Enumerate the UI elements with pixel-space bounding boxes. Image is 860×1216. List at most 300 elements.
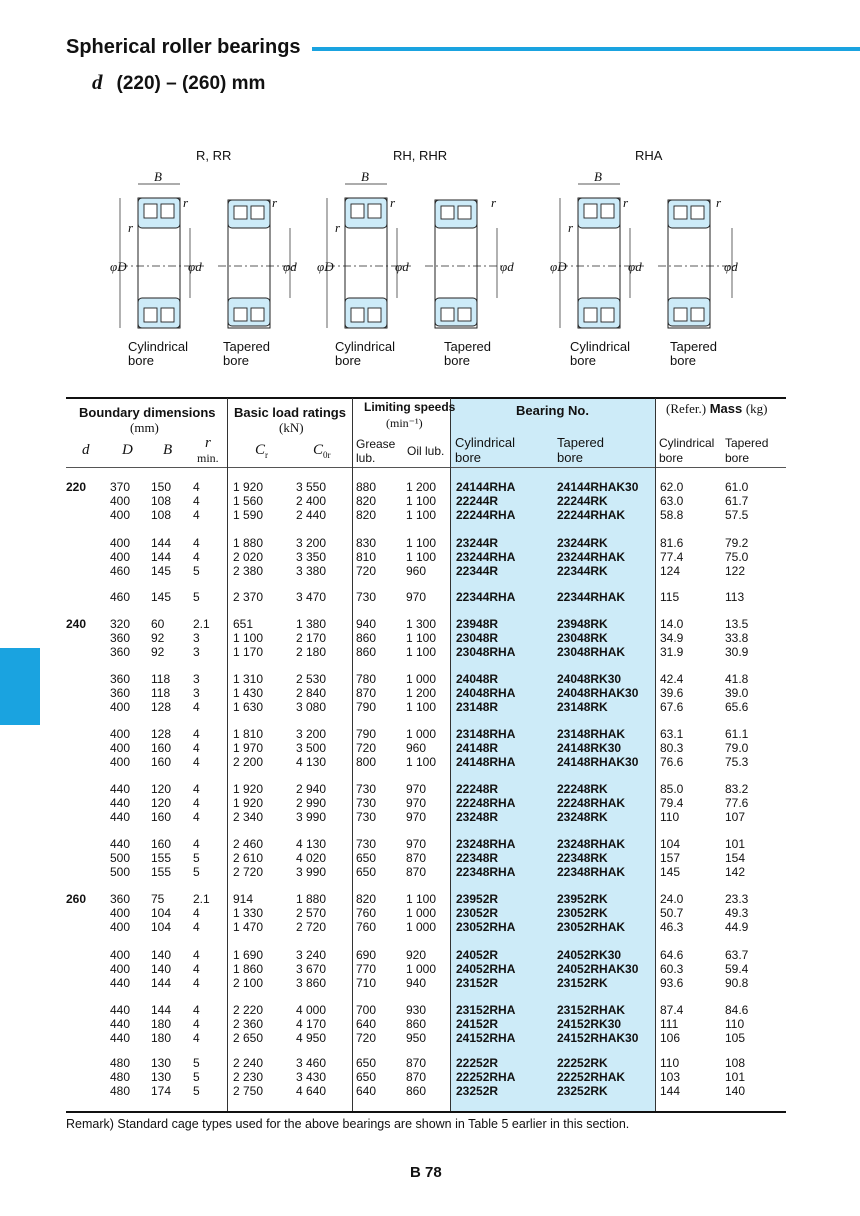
cell-grease-speed: 730 <box>356 782 377 796</box>
cell-c0r: 3 670 <box>296 962 327 976</box>
cell-cr: 1 970 <box>233 741 264 755</box>
cell-r-min: 3 <box>193 631 200 645</box>
cell-bearing-cylindrical: 23052RHA <box>456 920 516 934</box>
subtitle-variable: d <box>92 70 103 94</box>
cell-mass-tapered: 79.2 <box>725 536 749 550</box>
cell-cr: 1 590 <box>233 508 264 522</box>
cell-cr: 2 240 <box>233 1056 264 1070</box>
cell-bearing-cylindrical: 23252R <box>456 1084 499 1098</box>
cell-mass-tapered: 44.9 <box>725 920 749 934</box>
bore-label-cylindrical: Cylindrical bore <box>570 339 630 368</box>
symbol-r: r <box>335 220 341 235</box>
cell-grease-speed: 780 <box>356 672 377 686</box>
cell-oil-speed: 960 <box>406 741 427 755</box>
cell-D: 500 <box>110 865 131 879</box>
cell-D: 360 <box>110 672 131 686</box>
cell-B: 144 <box>151 550 172 564</box>
header-boundary-unit: (mm) <box>130 420 159 435</box>
table-row <box>0 755 860 769</box>
cell-bearing-tapered: 24052RHAK30 <box>557 962 639 976</box>
cell-c0r: 3 860 <box>296 976 327 990</box>
table-row <box>0 700 860 714</box>
cell-bearing-tapered: 23248RK <box>557 810 608 824</box>
cell-grease-speed: 690 <box>356 948 377 962</box>
cell-oil-speed: 1 200 <box>406 686 437 700</box>
cell-grease-speed: 730 <box>356 796 377 810</box>
cell-mass-cylindrical: 60.3 <box>660 962 684 976</box>
symbol-phi-D: φD <box>317 259 334 274</box>
cell-B: 180 <box>151 1017 172 1031</box>
cell-bearing-cylindrical: 24152R <box>456 1017 499 1031</box>
cell-d: 220 <box>66 480 87 494</box>
cell-mass-tapered: 122 <box>725 564 746 578</box>
cell-grease-speed: 860 <box>356 645 377 659</box>
cell-B: 130 <box>151 1070 172 1084</box>
bore-label-cylindrical: Cylindrical bore <box>335 339 395 368</box>
cell-mass-cylindrical: 76.6 <box>660 755 684 769</box>
table-row <box>0 837 860 851</box>
cell-mass-tapered: 105 <box>725 1031 746 1045</box>
cell-r-min: 4 <box>193 810 200 824</box>
cell-c0r: 2 180 <box>296 645 327 659</box>
table-row <box>0 741 860 755</box>
bore-label-tapered: Tapered bore <box>670 339 717 368</box>
table-row <box>0 892 860 906</box>
cell-oil-speed: 1 100 <box>406 494 437 508</box>
cell-bearing-cylindrical: 23052R <box>456 906 499 920</box>
cell-D: 440 <box>110 796 131 810</box>
table-row <box>0 727 860 741</box>
cell-bearing-cylindrical: 24052R <box>456 948 499 962</box>
cell-mass-cylindrical: 110 <box>660 810 680 824</box>
cell-bearing-cylindrical: 22344RHA <box>456 590 516 604</box>
cell-r-min: 4 <box>193 727 200 741</box>
cell-bearing-tapered: 23148RHAK <box>557 727 626 741</box>
cell-cr: 1 100 <box>233 631 264 645</box>
cell-B: 145 <box>151 590 172 604</box>
cell-B: 160 <box>151 837 172 851</box>
cell-bearing-tapered: 23152RHAK <box>557 1003 626 1017</box>
cell-B: 130 <box>151 1056 172 1070</box>
cell-D: 360 <box>110 631 131 645</box>
cell-D: 400 <box>110 550 131 564</box>
table-row <box>0 906 860 920</box>
cell-grease-speed: 700 <box>356 1003 377 1017</box>
cell-mass-cylindrical: 62.0 <box>660 480 684 494</box>
cell-D: 400 <box>110 962 131 976</box>
cell-D: 440 <box>110 837 131 851</box>
cell-c0r: 3 990 <box>296 865 327 879</box>
table-bottom-rule <box>66 1111 786 1113</box>
table-row <box>0 1017 860 1031</box>
cell-bearing-cylindrical: 23148RHA <box>456 727 516 741</box>
cell-mass-tapered: 63.7 <box>725 948 749 962</box>
cell-mass-tapered: 13.5 <box>725 617 749 631</box>
col-header-D: D <box>122 442 133 458</box>
symbol-phi-d: φd <box>724 259 738 274</box>
cell-r-min: 4 <box>193 796 200 810</box>
cell-B: 75 <box>151 892 165 906</box>
cell-oil-speed: 1 100 <box>406 755 437 769</box>
cell-oil-speed: 970 <box>406 837 427 851</box>
cell-c0r: 4 130 <box>296 837 327 851</box>
cell-c0r: 2 530 <box>296 672 327 686</box>
cell-D: 440 <box>110 782 131 796</box>
symbol-B: B <box>154 169 162 184</box>
col-header-grease: Grease <box>356 437 396 451</box>
cell-mass-cylindrical: 77.4 <box>660 550 684 564</box>
cell-B: 118 <box>151 686 171 700</box>
cell-cr: 1 860 <box>233 962 264 976</box>
cell-grease-speed: 730 <box>356 590 377 604</box>
cell-oil-speed: 1 100 <box>406 892 437 906</box>
cell-c0r: 3 200 <box>296 536 327 550</box>
cell-c0r: 1 880 <box>296 892 327 906</box>
cell-c0r: 4 020 <box>296 851 327 865</box>
cell-D: 400 <box>110 727 131 741</box>
table-top-rule <box>66 397 786 399</box>
cell-mass-tapered: 84.6 <box>725 1003 749 1017</box>
cell-grease-speed: 640 <box>356 1017 377 1031</box>
cell-cr: 914 <box>233 892 254 906</box>
cell-r-min: 3 <box>193 672 200 686</box>
cell-oil-speed: 970 <box>406 590 427 604</box>
cell-bearing-tapered: 23152RK <box>557 976 608 990</box>
cell-r-min: 4 <box>193 480 200 494</box>
cell-mass-cylindrical: 67.6 <box>660 700 684 714</box>
table-row <box>0 645 860 659</box>
cell-mass-cylindrical: 46.3 <box>660 920 684 934</box>
table-row <box>0 865 860 879</box>
cell-mass-cylindrical: 79.4 <box>660 796 684 810</box>
cell-D: 400 <box>110 948 131 962</box>
cell-D: 440 <box>110 810 131 824</box>
cell-mass-cylindrical: 111 <box>660 1017 679 1031</box>
cell-oil-speed: 1 100 <box>406 536 437 550</box>
cell-mass-tapered: 140 <box>725 1084 746 1098</box>
cell-grease-speed: 760 <box>356 920 377 934</box>
cell-bearing-cylindrical: 23152RHA <box>456 1003 516 1017</box>
cell-B: 180 <box>151 1031 172 1045</box>
col-header-mass-cylindrical: Cylindrical <box>659 436 715 450</box>
cell-cr: 2 340 <box>233 810 264 824</box>
table-row <box>0 480 860 494</box>
table-row <box>0 1056 860 1070</box>
cell-mass-cylindrical: 157 <box>660 851 681 865</box>
cell-bearing-cylindrical: 22348R <box>456 851 499 865</box>
cell-B: 92 <box>151 645 165 659</box>
cell-oil-speed: 1 200 <box>406 480 437 494</box>
cell-B: 128 <box>151 700 172 714</box>
cell-grease-speed: 720 <box>356 564 377 578</box>
cell-c0r: 2 440 <box>296 508 327 522</box>
cell-r-min: 4 <box>193 948 200 962</box>
cell-c0r: 3 460 <box>296 1056 327 1070</box>
cell-D: 440 <box>110 1017 131 1031</box>
header-bearing-no: Bearing No. <box>516 403 589 418</box>
cell-bearing-tapered: 23052RK <box>557 906 608 920</box>
cell-grease-speed: 810 <box>356 550 377 564</box>
bore-label-cylindrical: Cylindrical bore <box>128 339 188 368</box>
cell-c0r: 3 470 <box>296 590 327 604</box>
cell-oil-speed: 1 100 <box>406 645 437 659</box>
cell-oil-speed: 940 <box>406 976 427 990</box>
cell-mass-tapered: 61.1 <box>725 727 749 741</box>
cell-D: 360 <box>110 645 131 659</box>
table-row <box>0 631 860 645</box>
cell-r-min: 4 <box>193 741 200 755</box>
cell-oil-speed: 930 <box>406 1003 427 1017</box>
cell-cr: 1 920 <box>233 480 264 494</box>
cell-r-min: 4 <box>193 508 200 522</box>
cell-mass-tapered: 83.2 <box>725 782 749 796</box>
symbol-phi-D: φD <box>550 259 567 274</box>
cell-oil-speed: 1 000 <box>406 727 437 741</box>
cell-cr: 1 560 <box>233 494 264 508</box>
cell-bearing-cylindrical: 22344R <box>456 564 499 578</box>
cell-bearing-cylindrical: 22244R <box>456 494 499 508</box>
cell-r-min: 5 <box>193 1070 200 1084</box>
cell-bearing-cylindrical: 24144RHA <box>456 480 516 494</box>
cell-mass-tapered: 33.8 <box>725 631 749 645</box>
cell-mass-tapered: 101 <box>725 837 746 851</box>
col-header-r: r <box>205 435 211 451</box>
cell-D: 320 <box>110 617 131 631</box>
cell-oil-speed: 860 <box>406 1084 427 1098</box>
cell-r-min: 4 <box>193 920 200 934</box>
table-row <box>0 1031 860 1045</box>
cell-mass-tapered: 107 <box>725 810 746 824</box>
cell-cr: 2 200 <box>233 755 264 769</box>
cell-r-min: 5 <box>193 851 200 865</box>
cell-bearing-cylindrical: 22248RHA <box>456 796 516 810</box>
cell-bearing-cylindrical: 23248R <box>456 810 499 824</box>
header-mass-refer: (Refer.) <box>666 401 707 416</box>
cell-grease-speed: 860 <box>356 631 377 645</box>
cell-cr: 2 650 <box>233 1031 264 1045</box>
cell-grease-speed: 820 <box>356 892 377 906</box>
cell-D: 400 <box>110 700 131 714</box>
cell-bearing-tapered: 24152RHAK30 <box>557 1031 639 1045</box>
cell-bearing-tapered: 23948RK <box>557 617 608 631</box>
cell-B: 155 <box>151 851 172 865</box>
cell-grease-speed: 650 <box>356 851 377 865</box>
table-row <box>0 920 860 934</box>
table-row <box>0 494 860 508</box>
cell-r-min: 5 <box>193 1084 200 1098</box>
cell-bearing-tapered: 24148RHAK30 <box>557 755 639 769</box>
cell-cr: 1 170 <box>233 645 264 659</box>
cell-cr: 2 610 <box>233 851 264 865</box>
cell-grease-speed: 870 <box>356 686 377 700</box>
cell-grease-speed: 820 <box>356 508 377 522</box>
symbol-r: r <box>183 195 189 210</box>
cell-bearing-cylindrical: 24048R <box>456 672 499 686</box>
cell-D: 400 <box>110 906 131 920</box>
cell-r-min: 4 <box>193 1003 200 1017</box>
cell-mass-tapered: 23.3 <box>725 892 749 906</box>
cell-B: 128 <box>151 727 172 741</box>
cell-mass-cylindrical: 24.0 <box>660 892 684 906</box>
cell-grease-speed: 790 <box>356 700 377 714</box>
cell-B: 92 <box>151 631 165 645</box>
cell-mass-cylindrical: 63.1 <box>660 727 684 741</box>
cell-D: 400 <box>110 508 131 522</box>
cell-r-min: 5 <box>193 1056 200 1070</box>
cell-bearing-tapered: 22248RHAK <box>557 796 626 810</box>
cell-cr: 2 360 <box>233 1017 264 1031</box>
cell-d: 260 <box>66 892 87 906</box>
cell-cr: 651 <box>233 617 254 631</box>
cell-r-min: 4 <box>193 962 200 976</box>
cell-oil-speed: 1 000 <box>406 672 437 686</box>
series-label-rh-rhr: RH, RHR <box>393 148 448 163</box>
table-row <box>0 536 860 550</box>
cell-mass-cylindrical: 58.8 <box>660 508 684 522</box>
symbol-r: r <box>491 195 497 210</box>
cell-grease-speed: 710 <box>356 976 377 990</box>
cell-D: 360 <box>110 892 131 906</box>
cell-r-min: 3 <box>193 686 200 700</box>
cell-oil-speed: 870 <box>406 851 427 865</box>
cell-mass-tapered: 39.0 <box>725 686 749 700</box>
bearing-diagrams <box>100 168 760 336</box>
cell-mass-tapered: 113 <box>725 590 745 604</box>
table-row <box>0 686 860 700</box>
symbol-r: r <box>716 195 722 210</box>
cell-B: 104 <box>151 906 172 920</box>
cell-cr: 1 690 <box>233 948 264 962</box>
bore-label-tapered: Tapered bore <box>223 339 270 368</box>
cell-mass-tapered: 77.6 <box>725 796 749 810</box>
cell-grease-speed: 720 <box>356 741 377 755</box>
col-header-d: d <box>82 442 90 458</box>
col-header-cylindrical-bore: bore <box>455 450 482 465</box>
cell-B: 108 <box>151 508 172 522</box>
cell-cr: 2 750 <box>233 1084 264 1098</box>
cell-cr: 1 330 <box>233 906 264 920</box>
cell-mass-tapered: 59.4 <box>725 962 749 976</box>
cell-bearing-tapered: 23148RK <box>557 700 608 714</box>
header-boundary-dimensions: Boundary dimensions <box>79 405 216 420</box>
cell-D: 440 <box>110 1003 131 1017</box>
cell-bearing-cylindrical: 23948R <box>456 617 499 631</box>
cell-r-min: 4 <box>193 536 200 550</box>
symbol-phi-d: φd <box>500 259 514 274</box>
cell-D: 400 <box>110 741 131 755</box>
cell-B: 104 <box>151 920 172 934</box>
cell-r-min: 2.1 <box>193 892 210 906</box>
cell-r-min: 4 <box>193 1017 200 1031</box>
symbol-phi-d: φd <box>628 259 642 274</box>
cell-D: 440 <box>110 976 131 990</box>
cell-oil-speed: 870 <box>406 1070 427 1084</box>
symbol-phi-d: φd <box>395 259 409 274</box>
cell-mass-tapered: 30.9 <box>725 645 749 659</box>
cell-cr: 1 880 <box>233 536 264 550</box>
series-label-rha: RHA <box>635 148 663 163</box>
cell-oil-speed: 960 <box>406 564 427 578</box>
cell-grease-speed: 650 <box>356 1056 377 1070</box>
cell-oil-speed: 870 <box>406 1056 427 1070</box>
cell-D: 400 <box>110 536 131 550</box>
cell-oil-speed: 1 100 <box>406 508 437 522</box>
col-header-mass-cylindrical-bore: bore <box>659 451 684 465</box>
table-row <box>0 810 860 824</box>
cell-bearing-tapered: 24152RK30 <box>557 1017 622 1031</box>
cell-bearing-tapered: 22244RK <box>557 494 608 508</box>
cell-mass-cylindrical: 31.9 <box>660 645 684 659</box>
cell-oil-speed: 970 <box>406 810 427 824</box>
cell-r-min: 4 <box>193 550 200 564</box>
cell-r-min: 4 <box>193 976 200 990</box>
cell-oil-speed: 920 <box>406 948 427 962</box>
cell-B: 145 <box>151 564 172 578</box>
cell-D: 360 <box>110 686 131 700</box>
table-row <box>0 976 860 990</box>
cell-D: 400 <box>110 755 131 769</box>
cell-cr: 2 720 <box>233 865 264 879</box>
cell-bearing-cylindrical: 23952R <box>456 892 499 906</box>
cell-bearing-cylindrical: 23244R <box>456 536 499 550</box>
cell-cr: 2 230 <box>233 1070 264 1084</box>
col-header-c0r: $C_{0r}$ <box>313 442 331 460</box>
cell-B: 155 <box>151 865 172 879</box>
cell-B: 160 <box>151 755 172 769</box>
cell-mass-tapered: 101 <box>725 1070 746 1084</box>
cell-bearing-cylindrical: 23048R <box>456 631 499 645</box>
cell-B: 118 <box>151 672 171 686</box>
cell-c0r: 4 640 <box>296 1084 327 1098</box>
symbol-B: B <box>594 169 602 184</box>
table-row <box>0 782 860 796</box>
cell-oil-speed: 1 300 <box>406 617 437 631</box>
cell-cr: 1 810 <box>233 727 264 741</box>
cell-oil-speed: 1 000 <box>406 962 437 976</box>
header-limiting-speeds: Limiting speeds <box>364 400 456 414</box>
table-row <box>0 672 860 686</box>
col-header-mass-tapered: Tapered <box>725 436 769 450</box>
cell-cr: 2 370 <box>233 590 264 604</box>
page-title: Spherical roller bearings <box>66 36 301 58</box>
header-mass <box>666 401 768 417</box>
cell-oil-speed: 860 <box>406 1017 427 1031</box>
cell-bearing-cylindrical: 24148RHA <box>456 755 516 769</box>
table-row <box>0 550 860 564</box>
cell-bearing-cylindrical: 22348RHA <box>456 865 516 879</box>
table-row <box>0 851 860 865</box>
cell-D: 460 <box>110 590 131 604</box>
header-basic-load-ratings: Basic load ratings <box>234 405 346 420</box>
cell-bearing-tapered: 22244RHAK <box>557 508 626 522</box>
cell-oil-speed: 970 <box>406 782 427 796</box>
table-row <box>0 948 860 962</box>
table-row <box>0 590 860 604</box>
cell-bearing-tapered: 24048RHAK30 <box>557 686 639 700</box>
cell-c0r: 1 380 <box>296 617 327 631</box>
symbol-r: r <box>568 220 574 235</box>
cell-B: 144 <box>151 1003 172 1017</box>
cell-grease-speed: 650 <box>356 865 377 879</box>
cell-mass-cylindrical: 104 <box>660 837 681 851</box>
symbol-phi-d: φd <box>283 259 297 274</box>
cell-grease-speed: 770 <box>356 962 377 976</box>
cell-grease-speed: 830 <box>356 536 377 550</box>
cell-B: 160 <box>151 741 172 755</box>
cell-c0r: 3 240 <box>296 948 327 962</box>
cell-r-min: 4 <box>193 700 200 714</box>
cell-B: 120 <box>151 782 172 796</box>
